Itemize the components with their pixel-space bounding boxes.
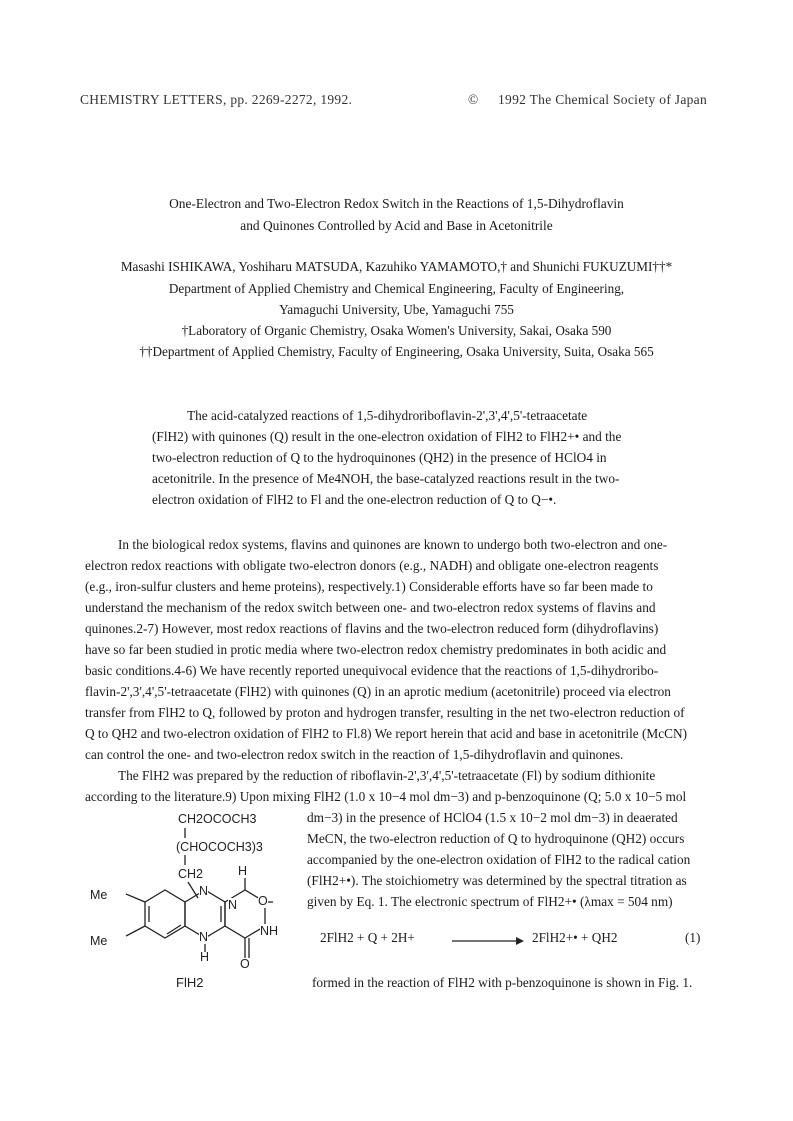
body-line: can control the one- and two-electron redox switch in the reaction of 1,5-dihydroflavin and quinones. [85,747,624,762]
atom-label: N [199,884,209,898]
body-line: basic conditions.4-6) We have recently reported unequivocal evidence that the reactions of 1,5-dihydroribo- [85,663,659,678]
abstract-line: (FlH2) with quinones (Q) result in the one-electron oxidation of FlH2 to FlH2+• and the [152,429,622,444]
equation-lhs: 2FlH2 + Q + 2H+ [320,930,415,945]
body-line: Q to QH2 and two-electron oxidation of FlH2 to Fl.8) We report herein that acid and base in acetonitrile (McCN) [85,726,688,741]
body-line: flavin-2',3',4',5'-tetraacetate (FlH2) with quinones (Q) in an aprotic medium (acetonitrile) proceed via electron [85,684,671,699]
body-line: (e.g., iron-sulfur clusters and heme proteins), respectively.1) Considerable efforts have so far been made to [85,579,653,594]
affiliation-4: ††Department of Applied Chemistry, Faculty of Engineering, Osaka University, Suita, Osaka 565 [139,344,654,359]
side-chain-3: CH2 [178,867,204,881]
atom-label: N [199,930,209,944]
paper-title-line-2: and Quinones Controlled by Acid and Base in Acetonitrile [240,218,553,233]
body-line: electron redox reactions with obligate two-electron donors (e.g., NADH) and obligate one-electron reagents [85,558,659,573]
body-line: according to the literature.9) Upon mixing FlH2 (1.0 x 10−4 mol dm−3) and p-benzoquinone (Q; 5.0 x 10−5 mol [85,789,687,804]
side-line: dm−3) in the presence of HClO4 (1.5 x 10−2 mol dm−3) in deaerated [307,810,678,825]
copyright-symbol: © [468,92,479,107]
equation-rhs: 2FlH2+• + QH2 [532,930,618,945]
affiliation-2: Yamaguchi University, Ube, Yamaguchi 755 [279,302,514,317]
methyl-label: Me [90,934,108,948]
abstract-line: acetonitrile. In the presence of Me4NOH, the base-catalyzed reactions result in the two- [152,471,620,486]
atom-label: N [228,898,238,912]
atom-label: NH [260,924,279,938]
side-line: (FlH2+•). The stoichiometry was determined by the spectral titration as [307,873,687,888]
side-line: given by Eq. 1. The electronic spectrum of FlH2+• (λmax = 504 nm) [307,894,673,909]
body-line: quinones.2-7) However, most redox reactions of flavins and the two-electron reduced form (dihydroflavins) [85,621,659,636]
affiliation-1: Department of Applied Chemistry and Chemical Engineering, Faculty of Engineering, [168,281,625,296]
side-line: accompanied by the one-electron oxidation of FlH2 to the radical cation [307,852,691,867]
copyright-text: 1992 The Chemical Society of Japan [498,92,708,107]
body-line: understand the mechanism of the redox switch between one- and two-electron redox systems of flavins and [85,600,656,615]
reaction-arrow-icon [452,936,524,946]
atom-label: O [240,957,250,971]
affiliation-3: †Laboratory of Organic Chemistry, Osaka Women's University, Sakai, Osaka 590 [181,323,612,338]
body-line: have so far been studied in protic media where two-electron redox chemistry predominates in both acidic and [85,642,667,657]
author-list: Masashi ISHIKAWA, Yoshiharu MATSUDA, Kazuhiko YAMAMOTO,† and Shunichi FUKUZUMI††* [120,259,673,274]
abstract-line: The acid-catalyzed reactions of 1,5-dihydroriboflavin-2',3',4',5'-tetraacetate [187,408,588,423]
methyl-label: Me [90,888,108,902]
body-line: The FlH2 was prepared by the reduction of riboflavin-2',3',4',5'-tetraacetate (Fl) by sodium dithionite [118,768,656,783]
side-line: MeCN, the two-electron reduction of Q to hydroquinone (QH2) occurs [307,831,685,846]
atom-label: O [258,894,268,908]
body-line-final: formed in the reaction of FlH2 with p-benzoquinone is shown in Fig. 1. [312,975,693,990]
abstract-line: electron oxidation of FlH2 to Fl and the one-electron reduction of Q to Q−•. [152,492,557,507]
abstract-line: two-electron reduction of Q to the hydroquinones (QH2) in the presence of HClO4 in [152,450,607,465]
atom-label: H [200,950,210,964]
paper-title-line-1: One-Electron and Two-Electron Redox Switch in the Reactions of 1,5-Dihydroflavin [169,196,624,211]
compound-name: FlH2 [176,975,204,990]
body-line: transfer from FlH2 to Q, followed by proton and hydrogen transfer, resulting in the net two-electron reduction of [85,705,685,720]
equation-number: (1) [685,930,701,945]
side-chain-1: CH2OCOCH3 [178,812,257,826]
journal-header: CHEMISTRY LETTERS, pp. 2269-2272, 1992. [80,92,353,107]
body-line: In the biological redox systems, flavins and quinones are known to undergo both two-electron and one- [118,537,668,552]
side-chain-2: (CHOCOCH3)3 [176,840,263,854]
flavin-structure [60,812,300,1012]
atom-label: H [238,864,248,878]
